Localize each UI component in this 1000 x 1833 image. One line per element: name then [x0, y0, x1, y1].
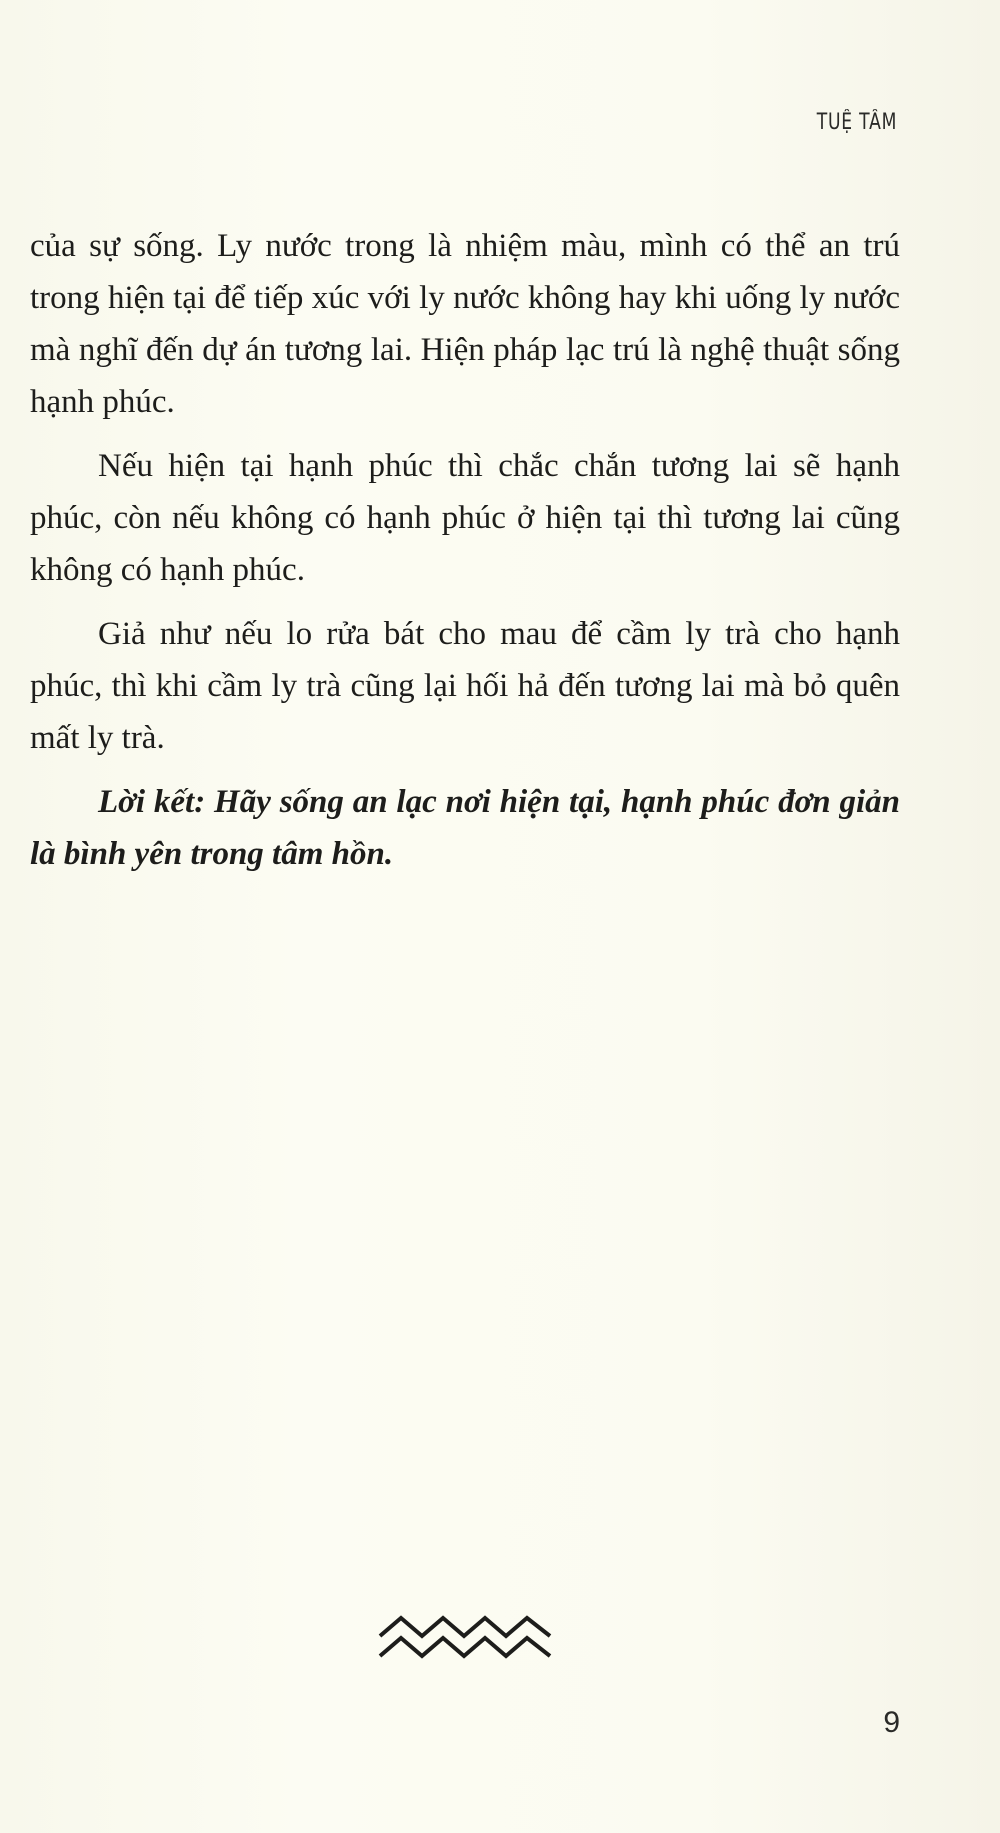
paragraph-3: Giả như nếu lo rửa bát cho mau để cầm ly trà cho hạnh phúc, thì khi cầm ly trà cũng lại hối hả đến tương lai mà bỏ quên mất ly trà.: [30, 616, 900, 756]
paragraph-2: Nếu hiện tại hạnh phúc thì chắc chắn tương lai sẽ hạnh phúc, còn nếu không có hạnh phúc ở hiện tại thì tương lai cũng không có hạnh phúc.: [30, 448, 900, 588]
paragraph-1: của sự sống. Ly nước trong là nhiệm màu, mình có thể an trú trong hiện tại để tiếp xúc với ly nước không hay khi uống ly nước mà nghĩ đến dự án tương lai. Hiện pháp lạc trú là nghệ thuật sống hạnh phúc.: [30, 228, 900, 420]
running-header: TUỆ TÂM: [816, 110, 897, 135]
zigzag-ornament-icon: [378, 1612, 552, 1662]
body-text: [30, 220, 900, 892]
page-number: 9: [883, 1706, 900, 1739]
conclusion-paragraph: Lời kết: Hãy sống an lạc nơi hiện tại, hạnh phúc đơn giản là bình yên trong tâm hồn.: [30, 784, 900, 872]
